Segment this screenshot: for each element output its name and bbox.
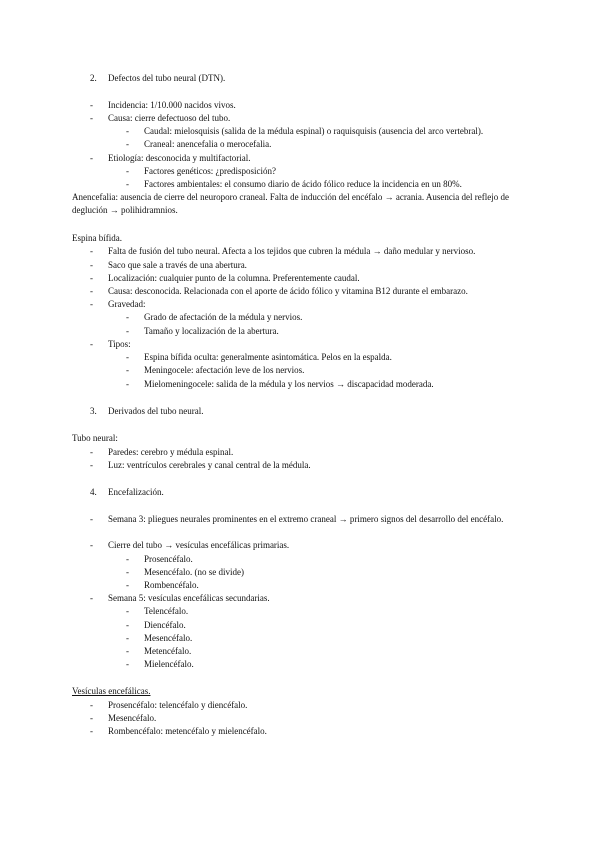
week-5-item: Semana 5: vesículas encefálicas secundarias. <box>108 593 270 603</box>
bullet-dash: - <box>90 726 93 736</box>
bullet-dash: - <box>126 580 129 590</box>
espina-item: Falta de fusión del tubo neural. Afecta a los tejidos que cubren la médula → daño medular y nervioso. <box>108 246 476 256</box>
bullet-dash: - <box>126 365 129 375</box>
bullet-dash: - <box>90 113 93 123</box>
bullet-dash: - <box>90 593 93 603</box>
espina-item: Localización: cualquier punto de la columna. Preferentemente caudal. <box>108 273 360 283</box>
bullet-dash: - <box>90 540 93 550</box>
cause-item: Causa: cierre defectuoso del tubo. <box>108 113 231 123</box>
week-3-item: Semana 3: pliegues neurales prominentes en el extremo craneal → primero signos del desarrollo del encéfalo. <box>108 514 504 524</box>
bullet-dash: - <box>90 460 93 470</box>
caudal-item: Caudal: mielosquisis (salida de la médula espinal) o raquisquisis (ausencia del arco vertebral). <box>144 126 484 136</box>
lumen-item: Luz: ventrículos cerebrales y canal central de la médula. <box>108 460 311 470</box>
bullet-dash: - <box>126 554 129 564</box>
bullet-dash: - <box>126 326 129 336</box>
bullet-dash: - <box>90 153 93 163</box>
secondary-vesicle-item: Mielencéfalo. <box>144 659 194 669</box>
genetic-factors-item: Factores genéticos: ¿predisposición? <box>144 166 276 176</box>
bullet-dash: - <box>126 620 129 630</box>
bullet-dash: - <box>90 299 93 309</box>
espina-bifida-title: Espina bífida. <box>72 233 122 243</box>
bullet-dash: - <box>126 567 129 577</box>
craneal-item: Craneal: anencefalia o merocefalia. <box>144 139 272 149</box>
bullet-dash: - <box>126 126 129 136</box>
bullet-dash: - <box>126 659 129 669</box>
section-2-number: 2. <box>90 73 97 83</box>
bullet-dash: - <box>90 700 93 710</box>
bullet-dash: - <box>90 447 93 457</box>
walls-item: Paredes: cerebro y médula espinal. <box>108 447 234 457</box>
environmental-factors-item: Factores ambientales: el consumo diario de ácido fólico reduce la incidencia en un 80%. <box>144 179 462 189</box>
espina-subitem: Mielomeningocele: salida de la médula y los nervios → discapacidad moderada. <box>144 379 434 389</box>
secondary-vesicle-item: Telencéfalo. <box>144 606 189 616</box>
bullet-dash: - <box>126 352 129 362</box>
bullet-dash: - <box>126 312 129 322</box>
secondary-vesicle-item: Mesencéfalo. <box>144 633 193 643</box>
bullet-dash: - <box>126 179 129 189</box>
bullet-dash: - <box>90 100 93 110</box>
espina-item: Saco que sale a través de una abertura. <box>108 260 247 270</box>
types-item: Tipos: <box>108 339 131 349</box>
bullet-dash: - <box>90 339 93 349</box>
espina-subitem: Grado de afectación de la médula y nervios. <box>144 312 303 322</box>
bullet-dash: - <box>126 379 129 389</box>
tube-closure-item: Cierre del tubo → vesículas encefálicas primarias. <box>108 540 290 550</box>
espina-subitem: Tamaño y localización de la abertura. <box>144 326 279 336</box>
primary-vesicle-item: Mesencéfalo. (no se divide) <box>144 567 244 577</box>
incidence-item: Incidencia: 1/10.000 nacidos vivos. <box>108 100 236 110</box>
bullet-dash: - <box>90 260 93 270</box>
primary-vesicle-item: Prosencéfalo. <box>144 554 193 564</box>
espina-subitem: Espina bífida oculta: generalmente asintomática. Pelos en la espalda. <box>144 352 392 362</box>
bullet-dash: - <box>126 139 129 149</box>
vesiculas-title: Vesículas encefálicas. <box>72 686 151 696</box>
bullet-dash: - <box>126 606 129 616</box>
tubo-neural-title: Tubo neural: <box>72 433 118 443</box>
espina-subitem: Meningocele: afectación leve de los nervios. <box>144 365 305 375</box>
secondary-vesicle-item: Diencéfalo. <box>144 620 186 630</box>
gravity-item: Gravedad: <box>108 299 146 309</box>
bullet-dash: - <box>90 246 93 256</box>
bullet-dash: - <box>90 286 93 296</box>
section-3-heading: Derivados del tubo neural. <box>108 406 204 416</box>
vesicle-summary-item: Mesencéfalo. <box>108 713 157 723</box>
primary-vesicle-item: Rombencéfalo. <box>144 580 199 590</box>
etiology-item: Etiología: desconocida y multifactorial. <box>108 153 251 163</box>
bullet-dash: - <box>126 633 129 643</box>
bullet-dash: - <box>126 166 129 176</box>
vesicle-summary-item: Rombencéfalo: metencéfalo y mielencéfalo. <box>108 726 267 736</box>
bullet-dash: - <box>126 646 129 656</box>
bullet-dash: - <box>90 713 93 723</box>
section-4-number: 4. <box>90 487 97 497</box>
section-3-number: 3. <box>90 406 97 416</box>
espina-item: Causa: desconocida. Relacionada con el aporte de ácido fólico y vitamina B12 durante el embarazo. <box>108 286 468 296</box>
bullet-dash: - <box>90 514 93 524</box>
secondary-vesicle-item: Metencéfalo. <box>144 646 192 656</box>
vesicle-summary-item: Prosencéfalo: telencéfalo y diencéfalo. <box>108 700 248 710</box>
section-2-heading: Defectos del tubo neural (DTN). <box>108 73 226 83</box>
section-4-heading: Encefalización. <box>108 487 164 497</box>
bullet-dash: - <box>90 273 93 283</box>
anencefalia-paragraph: Anencefalia: ausencia de cierre del neuroporo craneal. Falta de inducción del encéfalo → acrania. Ausencia del reflejo de deglución → polihidramnios. <box>72 192 510 215</box>
